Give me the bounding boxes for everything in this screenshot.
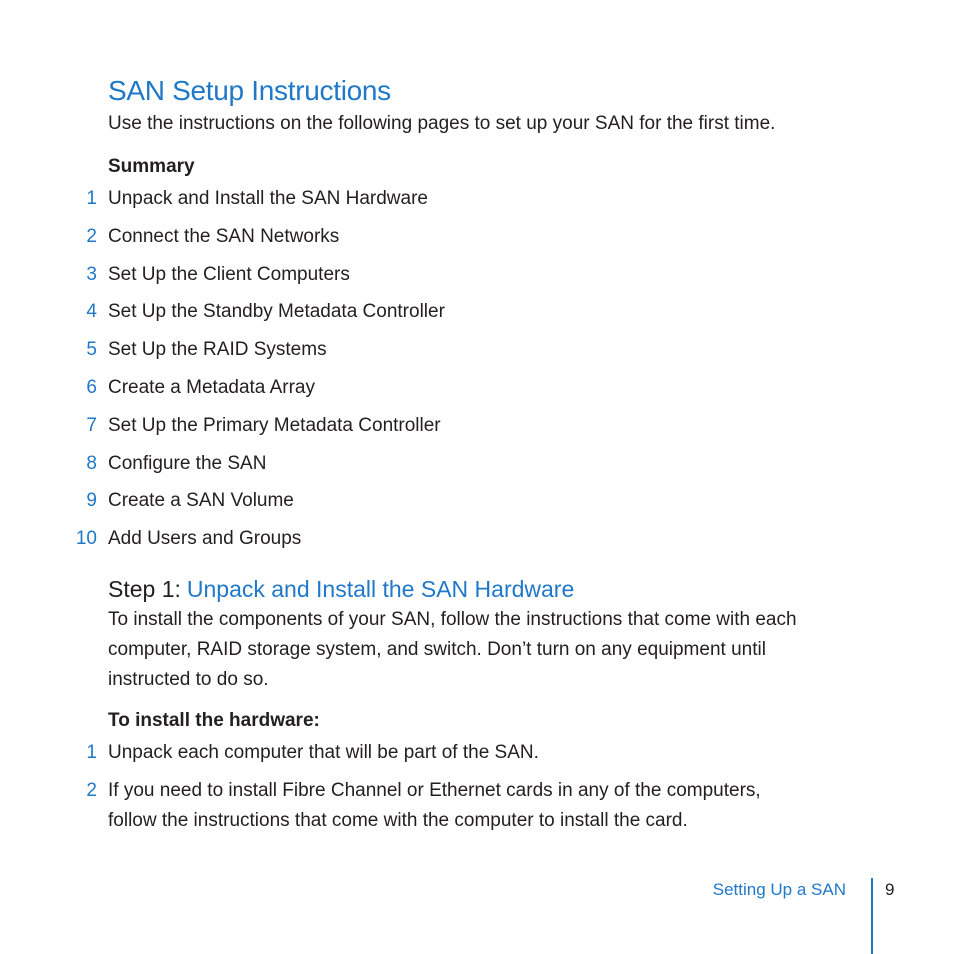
summary-item-text: Add Users and Groups	[108, 528, 302, 550]
summary-item-text: Configure the SAN	[108, 452, 267, 474]
step-title: Unpack and Install the SAN Hardware	[186, 576, 575, 602]
summary-item-number: 4	[86, 301, 97, 323]
summary-item-4	[0, 300, 954, 338]
summary-item-7	[0, 414, 954, 452]
summary-item-text: Set Up the Primary Metadata Controller	[108, 414, 441, 436]
procedure-heading: To install the hardware:	[108, 710, 320, 731]
summary-item-6	[0, 376, 954, 414]
procedure-item-1	[0, 741, 954, 779]
summary-item-number: 10	[75, 528, 97, 550]
intro-paragraph: Use the instructions on the following pages to set up your SAN for the first time.	[108, 113, 776, 134]
procedure-item-number: 2	[86, 780, 97, 801]
summary-item-number: 7	[86, 414, 97, 436]
summary-item-text: Set Up the Client Computers	[108, 263, 350, 285]
summary-item-5	[0, 338, 954, 376]
footer-divider	[871, 878, 873, 954]
summary-item-text: Set Up the RAID Systems	[108, 339, 327, 361]
procedure-item-text: If you need to install Fibre Channel or Ethernet cards in any of the computers, follow the instructions that come with the computer to install the card.	[108, 780, 761, 831]
step-body-paragraph: To install the components of your SAN, follow the instructions that come with each computer, RAID storage system, and switch. Don’t turn on any equipment until instructed to do so.	[108, 609, 797, 690]
summary-item-number: 8	[86, 452, 97, 474]
procedure-item-2	[0, 779, 954, 839]
summary-item-text: Create a SAN Volume	[108, 490, 294, 512]
summary-item-number: 2	[86, 225, 97, 247]
summary-item-2	[0, 225, 954, 263]
summary-item-9	[0, 489, 954, 527]
summary-item-number: 1	[86, 188, 97, 209]
footer-section-title: Setting Up a SAN	[712, 880, 846, 899]
procedure-item-number: 1	[86, 742, 97, 763]
summary-item-text: Unpack and Install the SAN Hardware	[108, 188, 428, 209]
summary-list	[0, 187, 954, 565]
summary-item-number: 5	[86, 339, 97, 361]
summary-item-number: 6	[86, 376, 97, 398]
summary-item-1	[0, 187, 954, 225]
summary-item-10	[0, 527, 954, 565]
summary-item-text: Create a Metadata Array	[108, 376, 315, 398]
page-number: 9	[885, 880, 895, 899]
procedure-item-text: Unpack each computer that will be part of the SAN.	[108, 742, 539, 763]
summary-item-3	[0, 263, 954, 301]
summary-item-text: Set Up the Standby Metadata Controller	[108, 301, 445, 323]
procedure-list	[0, 741, 954, 839]
page-title: SAN Setup Instructions	[108, 75, 391, 106]
summary-item-text: Connect the SAN Networks	[108, 225, 340, 247]
summary-item-number: 3	[86, 263, 97, 285]
summary-heading: Summary	[108, 156, 195, 177]
step-label: Step 1:	[108, 576, 181, 602]
summary-item-number: 9	[86, 490, 97, 512]
summary-item-8	[0, 452, 954, 490]
step-heading	[108, 575, 574, 603]
